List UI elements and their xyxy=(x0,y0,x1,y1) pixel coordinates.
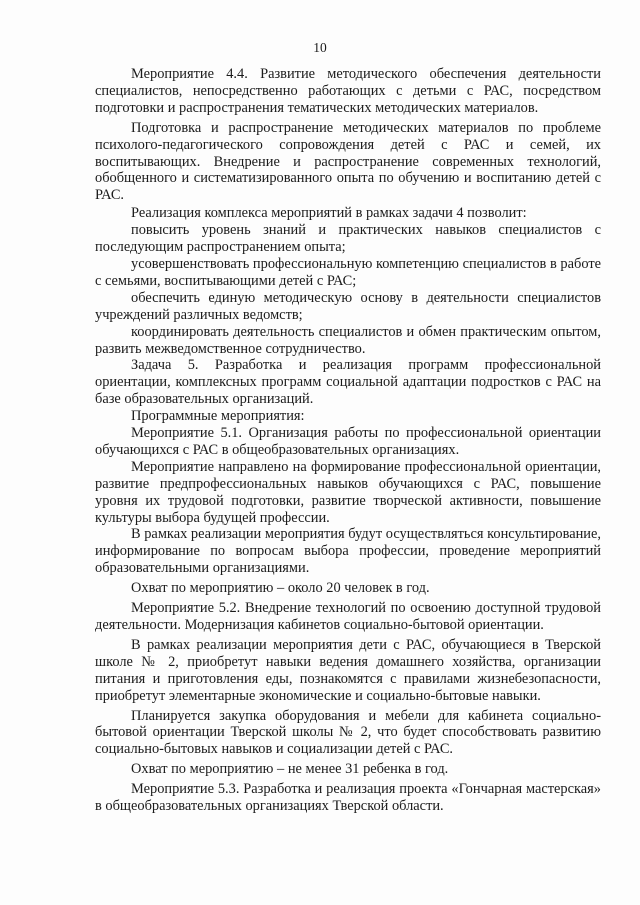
list-item-raise-knowledge: повысить уровень знаний и практических навыков специалистов с последующим распространением опыта; xyxy=(95,222,601,256)
paragraph-measure-5-2-skills: В рамках реализации мероприятия дети с РАС, обучающиеся в Тверской школе № 2, приобретут навыки ведения домашнего хозяйства, организации питания и приготовления еды, познакомятся с правилами жизнебезопасности, приобретут элементарные экономические и социально-бытовые навыки. xyxy=(95,636,601,704)
page-number: 10 xyxy=(313,40,327,55)
list-item-coordinate-specialists: координировать деятельность специалистов и обмен практическим опытом, развить межведомственное сотрудничество. xyxy=(95,323,601,357)
paragraph-measure-5-2-coverage: Охват по мероприятию – не менее 31 ребенка в год. xyxy=(131,761,449,778)
list-item-improve-competence: усовершенствовать профессиональную компетенцию специалистов в работе с семьями, воспитывающими детей с РАС; xyxy=(95,255,601,289)
paragraph-methodical-materials: Подготовка и распространение методических материалов по проблеме психолого-педагогического сопровождения детей с РАС и семей, их воспитывающих. Внедрение и распространение современных технологий, обобщенного и систематизированного опыта по обучению и воспитанию детей с РАС. xyxy=(95,119,601,204)
paragraph-measure-5-2: Мероприятие 5.2. Внедрение технологий по освоению доступной трудовой деятельности. Модернизация кабинетов социально-бытовой ориентации. xyxy=(95,600,601,633)
paragraph-measure-5-3: Мероприятие 5.3. Разработка и реализация проекта «Гончарная мастерская» в общеобразовательных организациях Тверской области. xyxy=(95,781,601,815)
paragraph-measure-5-1: Мероприятие 5.1. Организация работы по профессиональной ориентации обучающихся с РАС в общеобразовательных организациях. xyxy=(95,425,601,458)
paragraph-program-measures-heading: Программные мероприятия: xyxy=(131,408,305,425)
paragraph-measure-5-1-description: Мероприятие направлено на формирование профессиональной ориентации, развитие предпрофессиональных навыков обучающихся с РАС, повышение уровня их трудовой подготовки, развитие творческой активности, повышение культуры выбора будущей профессии. xyxy=(95,458,601,526)
paragraph-task-4-outcomes-intro: Реализация комплекса мероприятий в рамках задачи 4 позволит: xyxy=(131,205,527,222)
paragraph-measure-5-2-equipment: Планируется закупка оборудования и мебели для кабинета социально-бытовой ориентации Тверской школы № 2, что будет способствовать развитию социально-бытовых навыков и социализации детей с РАС. xyxy=(95,707,601,758)
paragraph-measure-4-4: Мероприятие 4.4. Развитие методического обеспечения деятельности специалистов, непосредственно работающих с детьми с РАС, посредством подготовки и распространения тематических методических материалов. xyxy=(95,66,601,116)
document-body xyxy=(95,66,601,815)
paragraph-measure-5-1-coverage: Охват по мероприятию – около 20 человек в год. xyxy=(131,580,430,597)
paragraph-task-5: Задача 5. Разработка и реализация программ профессиональной ориентации, комплексных программ социальной адаптации подростков с РАС на базе образовательных организаций. xyxy=(95,357,601,408)
list-item-unified-methodology: обеспечить единую методическую основу в деятельности специалистов учреждений различных ведомств; xyxy=(95,289,601,323)
paragraph-measure-5-1-implementation: В рамках реализации мероприятия будут осуществляться консультирование, информирование по вопросам выбора профессии, проведение мероприятий образовательными организациями. xyxy=(95,526,601,577)
